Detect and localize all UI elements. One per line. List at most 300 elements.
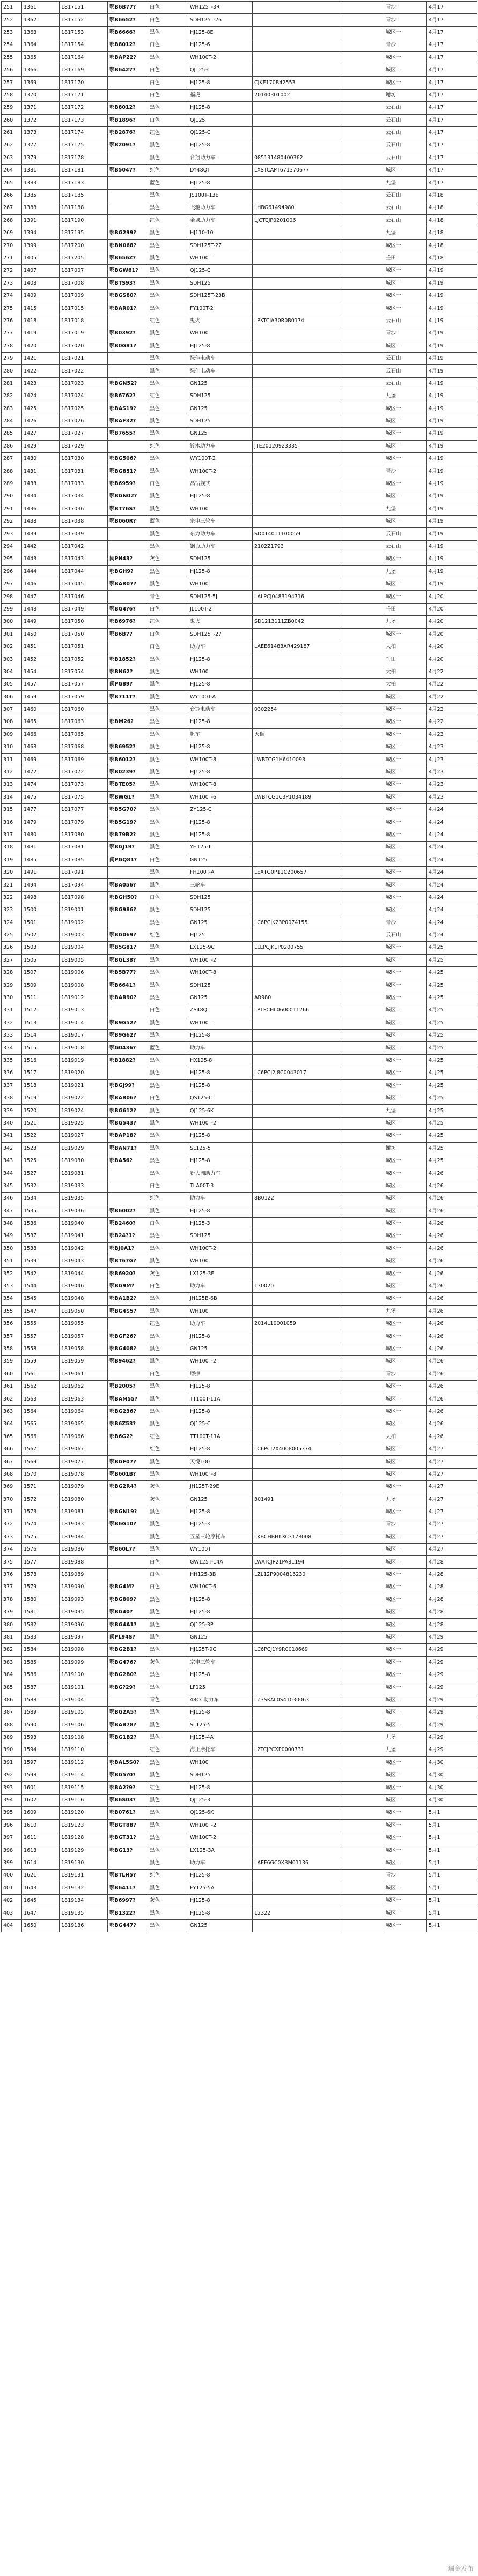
cell-engine-number xyxy=(341,891,384,904)
cell-model: LF125 xyxy=(188,1681,253,1694)
cell-plate-number: 鄂BGF26? xyxy=(108,1330,148,1343)
cell-record-number: 1819099 xyxy=(60,1656,108,1669)
cell-engine-number xyxy=(341,1694,384,1706)
table-row xyxy=(2,340,477,352)
table-row xyxy=(2,1117,477,1129)
cell-engine-number xyxy=(341,1481,384,1493)
cell-plate-number: 鄂BG4M? xyxy=(108,1581,148,1594)
cell-engine-number xyxy=(341,1769,384,1782)
cell-record-number: 1817081 xyxy=(60,842,108,854)
cell-case-number: 1576 xyxy=(22,1544,60,1556)
cell-row-index: 368 xyxy=(2,1468,22,1480)
cell-case-number: 1539 xyxy=(22,1255,60,1268)
cell-model: 东力助力车 xyxy=(188,528,253,540)
cell-frame-number: LXSTCAPT671370677 xyxy=(253,165,341,177)
cell-record-number: 1817173 xyxy=(60,114,108,126)
cell-model: GN125 xyxy=(188,917,253,929)
cell-case-number: 1452 xyxy=(22,653,60,666)
cell-row-index: 302 xyxy=(2,641,22,653)
cell-engine-number xyxy=(341,1719,384,1731)
cell-row-index: 257 xyxy=(2,77,22,89)
cell-plate-number: 鄂B9G62? xyxy=(108,1030,148,1042)
cell-record-number: 1819134 xyxy=(60,1894,108,1907)
cell-record-number: 1817068 xyxy=(60,741,108,754)
cell-case-number: 1364 xyxy=(22,39,60,51)
cell-plate-number: 鄂B1852? xyxy=(108,653,148,666)
cell-row-index: 283 xyxy=(2,403,22,415)
cell-model: 助力车 xyxy=(188,641,253,653)
cell-area: 城区一 xyxy=(384,553,427,565)
table-row xyxy=(2,1518,477,1531)
cell-row-index: 353 xyxy=(2,1280,22,1292)
cell-date: 4月18 xyxy=(427,214,477,227)
cell-model: FY100T-2 xyxy=(188,302,253,315)
cell-area: 青沙 xyxy=(384,2,427,14)
cell-record-number: 1819066 xyxy=(60,1431,108,1443)
cell-color: 黑色 xyxy=(148,1619,188,1631)
cell-engine-number xyxy=(341,1832,384,1844)
cell-frame-number: 0302254 xyxy=(253,703,341,716)
table-row xyxy=(2,428,477,440)
cell-plate-number: 鄂B0392? xyxy=(108,327,148,340)
cell-area: 城区一 xyxy=(384,403,427,415)
cell-case-number: 1512 xyxy=(22,1004,60,1017)
cell-plate-number: 鄂B656Z? xyxy=(108,252,148,264)
cell-plate-number: 鄂BAP18? xyxy=(108,1130,148,1142)
cell-plate-number: 鄂BG236? xyxy=(108,1405,148,1418)
cell-record-number: 1819063 xyxy=(60,1393,108,1405)
cell-case-number: 1559 xyxy=(22,1356,60,1368)
cell-plate-number: 鄂BTS93? xyxy=(108,277,148,289)
cell-record-number: 1819021 xyxy=(60,1079,108,1092)
cell-plate-number xyxy=(108,591,148,603)
cell-frame-number xyxy=(253,1807,341,1819)
cell-record-number: 1819132 xyxy=(60,1882,108,1894)
cell-color: 白色 xyxy=(148,478,188,490)
cell-record-number: 1819027 xyxy=(60,1130,108,1142)
cell-color: 黑色 xyxy=(148,1067,188,1079)
cell-model: LX125-3A xyxy=(188,1844,253,1857)
cell-case-number: 1586 xyxy=(22,1669,60,1681)
cell-row-index: 398 xyxy=(2,1844,22,1857)
cell-record-number: 1819081 xyxy=(60,1506,108,1518)
table-row xyxy=(2,1581,477,1594)
table-row xyxy=(2,967,477,979)
cell-frame-number xyxy=(253,1356,341,1368)
cell-case-number: 1520 xyxy=(22,1105,60,1117)
cell-area: 城区一 xyxy=(384,64,427,76)
cell-row-index: 280 xyxy=(2,365,22,377)
cell-engine-number xyxy=(341,1343,384,1355)
cell-engine-number xyxy=(341,1217,384,1230)
cell-row-index: 293 xyxy=(2,528,22,540)
cell-row-index: 377 xyxy=(2,1581,22,1594)
cell-area: 城区一 xyxy=(384,628,427,641)
cell-row-index: 384 xyxy=(2,1669,22,1681)
cell-color: 白色 xyxy=(148,114,188,126)
cell-row-index: 304 xyxy=(2,666,22,678)
cell-plate-number: 闽PG89? xyxy=(108,679,148,691)
cell-area: 青沙 xyxy=(384,1368,427,1380)
cell-record-number: 1817052 xyxy=(60,653,108,666)
cell-color: 黑色 xyxy=(148,1405,188,1418)
cell-row-index: 253 xyxy=(2,26,22,39)
cell-frame-number xyxy=(253,628,341,641)
cell-model: HJ125-8 xyxy=(188,1506,253,1518)
cell-record-number: 1819129 xyxy=(60,1844,108,1857)
cell-plate-number: 鄂BG?29? xyxy=(108,1681,148,1694)
table-row xyxy=(2,302,477,315)
cell-model: QJ125-C xyxy=(188,64,253,76)
cell-date: 4月28 xyxy=(427,1594,477,1606)
cell-date: 4月26 xyxy=(427,1293,477,1305)
cell-model: HJ125-8 xyxy=(188,1907,253,1919)
cell-color: 白色 xyxy=(148,1368,188,1380)
cell-row-index: 303 xyxy=(2,653,22,666)
cell-frame-number xyxy=(253,1017,341,1029)
cell-plate-number xyxy=(108,1318,148,1330)
cell-date: 4月17 xyxy=(427,51,477,64)
cell-case-number: 1370 xyxy=(22,89,60,101)
cell-record-number: 1819006 xyxy=(60,967,108,979)
cell-frame-number xyxy=(253,1794,341,1806)
cell-date: 4月17 xyxy=(427,64,477,76)
cell-area: 城区一 xyxy=(384,904,427,917)
cell-area: 城区一 xyxy=(384,1180,427,1192)
cell-area: 城区一 xyxy=(384,490,427,503)
cell-case-number: 1557 xyxy=(22,1330,60,1343)
cell-frame-number xyxy=(253,1656,341,1669)
cell-row-index: 254 xyxy=(2,39,22,51)
cell-color: 红色 xyxy=(148,165,188,177)
cell-case-number: 1507 xyxy=(22,967,60,979)
cell-date: 4月26 xyxy=(427,1380,477,1393)
cell-date: 4月17 xyxy=(427,177,477,189)
table-row xyxy=(2,1506,477,1518)
cell-case-number: 1477 xyxy=(22,804,60,816)
cell-date: 4月24 xyxy=(427,829,477,841)
cell-area: 城区一 xyxy=(384,1330,427,1343)
cell-color: 白色 xyxy=(148,14,188,26)
cell-color: 黑色 xyxy=(148,1468,188,1480)
cell-date: 5月1 xyxy=(427,1919,477,1932)
cell-color: 红色 xyxy=(148,1443,188,1455)
cell-plate-number: 鄂BGS80? xyxy=(108,289,148,302)
table-row xyxy=(2,1167,477,1180)
cell-case-number: 1485 xyxy=(22,854,60,866)
cell-case-number: 1362 xyxy=(22,14,60,26)
cell-frame-number: L2TCJPCXP0000731 xyxy=(253,1744,341,1756)
cell-plate-number: 鄂BG851? xyxy=(108,465,148,478)
cell-plate-number xyxy=(108,365,148,377)
cell-area: 云石山 xyxy=(384,929,427,941)
cell-model: WH100T xyxy=(188,252,253,264)
cell-row-index: 375 xyxy=(2,1556,22,1568)
vehicle-register-body xyxy=(2,2,477,1932)
cell-case-number: 1532 xyxy=(22,1180,60,1192)
cell-case-number: 1589 xyxy=(22,1707,60,1719)
cell-record-number: 1819114 xyxy=(60,1769,108,1782)
cell-date: 4月17 xyxy=(427,26,477,39)
cell-color: 黑色 xyxy=(148,1017,188,1029)
cell-record-number: 1819017 xyxy=(60,1030,108,1042)
cell-row-index: 336 xyxy=(2,1067,22,1079)
cell-area: 城区一 xyxy=(384,428,427,440)
cell-record-number: 1819036 xyxy=(60,1205,108,1217)
cell-record-number: 1819084 xyxy=(60,1531,108,1543)
cell-frame-number xyxy=(253,1242,341,1255)
cell-model: 五星三轮摩托车 xyxy=(188,1531,253,1543)
cell-record-number: 1817183 xyxy=(60,177,108,189)
cell-engine-number xyxy=(341,1318,384,1330)
cell-model: HJ125-8 xyxy=(188,653,253,666)
cell-model: WY100T-2 xyxy=(188,453,253,465)
cell-area: 城区一 xyxy=(384,1531,427,1543)
cell-frame-number: CJKE170B42553 xyxy=(253,77,341,89)
cell-date: 4月19 xyxy=(427,415,477,427)
cell-color: 白色 xyxy=(148,641,188,653)
cell-date: 4月19 xyxy=(427,289,477,302)
cell-date: 4月26 xyxy=(427,1405,477,1418)
table-row xyxy=(2,14,477,26)
table-row xyxy=(2,1556,477,1568)
cell-engine-number xyxy=(341,1180,384,1192)
cell-area: 城区一 xyxy=(384,992,427,1004)
cell-area: 城区一 xyxy=(384,1919,427,1932)
cell-color: 黑色 xyxy=(148,829,188,841)
cell-model: HJ125-8 xyxy=(188,1067,253,1079)
cell-case-number: 1578 xyxy=(22,1568,60,1581)
cell-row-index: 317 xyxy=(2,829,22,841)
cell-plate-number: 鄂BT76S? xyxy=(108,503,148,515)
table-row xyxy=(2,1305,477,1317)
cell-record-number: 1817181 xyxy=(60,165,108,177)
cell-date: 4月26 xyxy=(427,1418,477,1431)
cell-color: 红色 xyxy=(148,1870,188,1882)
cell-color: 黑色 xyxy=(148,1343,188,1355)
cell-row-index: 326 xyxy=(2,942,22,954)
cell-frame-number xyxy=(253,377,341,390)
cell-color: 蓝色 xyxy=(148,1042,188,1054)
cell-model: TLA00T-3 xyxy=(188,1180,253,1192)
cell-date: 4月26 xyxy=(427,1167,477,1180)
cell-model: GN125 xyxy=(188,1631,253,1643)
table-row xyxy=(2,516,477,528)
cell-area: 大柏 xyxy=(384,1431,427,1443)
cell-row-index: 360 xyxy=(2,1368,22,1380)
cell-frame-number xyxy=(253,1756,341,1769)
cell-color: 黑色 xyxy=(148,816,188,829)
cell-frame-number xyxy=(253,741,341,754)
table-row xyxy=(2,1443,477,1455)
cell-row-index: 318 xyxy=(2,842,22,854)
cell-engine-number xyxy=(341,1568,384,1581)
cell-model: FY125-5A xyxy=(188,1882,253,1894)
cell-row-index: 297 xyxy=(2,578,22,590)
table-row xyxy=(2,866,477,878)
cell-color: 白色 xyxy=(148,603,188,615)
cell-row-index: 339 xyxy=(2,1105,22,1117)
cell-row-index: 397 xyxy=(2,1832,22,1844)
cell-date: 4月26 xyxy=(427,1280,477,1292)
table-row xyxy=(2,1456,477,1468)
cell-plate-number: 鄂B79B2? xyxy=(108,829,148,841)
cell-engine-number xyxy=(341,540,384,553)
cell-case-number: 1569 xyxy=(22,1456,60,1468)
cell-model: SDH125T-26 xyxy=(188,14,253,26)
cell-color: 黑色 xyxy=(148,1844,188,1857)
table-row xyxy=(2,992,477,1004)
cell-area: 城区一 xyxy=(384,1882,427,1894)
cell-record-number: 1819029 xyxy=(60,1142,108,1155)
cell-plate-number xyxy=(108,917,148,929)
cell-row-index: 306 xyxy=(2,691,22,703)
table-row xyxy=(2,1631,477,1643)
cell-engine-number xyxy=(341,102,384,114)
cell-row-index: 292 xyxy=(2,516,22,528)
cell-date: 4月26 xyxy=(427,1193,477,1205)
cell-color: 白色 xyxy=(148,39,188,51)
cell-case-number: 1650 xyxy=(22,1919,60,1932)
cell-date: 4月20 xyxy=(427,641,477,653)
cell-model: 绿佳电动车 xyxy=(188,352,253,364)
cell-color: 灰色 xyxy=(148,553,188,565)
cell-record-number: 1817034 xyxy=(60,490,108,503)
cell-area: 城区一 xyxy=(384,1242,427,1255)
table-row xyxy=(2,1656,477,1669)
cell-date: 4月26 xyxy=(427,1393,477,1405)
cell-case-number: 1479 xyxy=(22,816,60,829)
cell-frame-number xyxy=(253,139,341,152)
cell-row-index: 351 xyxy=(2,1255,22,1268)
cell-date: 4月25 xyxy=(427,1004,477,1017)
cell-area: 城区一 xyxy=(384,1619,427,1631)
cell-plate-number: 鄂B9G52? xyxy=(108,1017,148,1029)
cell-area: 城区一 xyxy=(384,1405,427,1418)
cell-row-index: 389 xyxy=(2,1731,22,1744)
cell-plate-number: 鄂BAF32? xyxy=(108,415,148,427)
cell-frame-number: LEXTG0P11C200657 xyxy=(253,866,341,878)
cell-model: GN125 xyxy=(188,428,253,440)
cell-frame-number xyxy=(253,465,341,478)
cell-model: HJ125-8 xyxy=(188,102,253,114)
cell-case-number: 1580 xyxy=(22,1594,60,1606)
cell-date: 4月19 xyxy=(427,390,477,403)
cell-date: 4月18 xyxy=(427,240,477,252)
cell-row-index: 331 xyxy=(2,1004,22,1017)
cell-area: 云石山 xyxy=(384,365,427,377)
cell-plate-number: 鄂BAM55? xyxy=(108,1393,148,1405)
cell-date: 4月19 xyxy=(427,503,477,515)
cell-date: 4月27 xyxy=(427,1456,477,1468)
cell-plate-number: 鄂B5G70? xyxy=(108,804,148,816)
cell-date: 4月19 xyxy=(427,403,477,415)
cell-area: 城区一 xyxy=(384,842,427,854)
cell-area: 九堡 xyxy=(384,503,427,515)
table-row xyxy=(2,1707,477,1719)
cell-plate-number: 鄂BG4?6? xyxy=(108,603,148,615)
cell-plate-number: 鄂BTE05? xyxy=(108,779,148,791)
cell-record-number: 1817024 xyxy=(60,390,108,403)
cell-frame-number: LC6PCJ2J8C0043017 xyxy=(253,1067,341,1079)
cell-record-number: 1819112 xyxy=(60,1756,108,1769)
cell-engine-number xyxy=(341,1468,384,1480)
cell-case-number: 1575 xyxy=(22,1531,60,1543)
cell-date: 4月26 xyxy=(427,1205,477,1217)
cell-case-number: 1447 xyxy=(22,591,60,603)
cell-color: 黑色 xyxy=(148,1356,188,1368)
cell-record-number: 1817025 xyxy=(60,403,108,415)
cell-record-number: 1817050 xyxy=(60,628,108,641)
cell-color: 黑色 xyxy=(148,465,188,478)
cell-case-number: 1594 xyxy=(22,1744,60,1756)
cell-area: 壬田 xyxy=(384,653,427,666)
table-row xyxy=(2,1255,477,1268)
cell-plate-number: 鄂B6S03? xyxy=(108,1794,148,1806)
cell-area: 城区一 xyxy=(384,1581,427,1594)
cell-record-number: 1817079 xyxy=(60,816,108,829)
cell-area: 城区一 xyxy=(384,1205,427,1217)
cell-engine-number xyxy=(341,791,384,803)
cell-plate-number: 鄂BG2R4? xyxy=(108,1481,148,1493)
cell-engine-number xyxy=(341,64,384,76)
cell-model: 助力车 xyxy=(188,1318,253,1330)
cell-row-index: 404 xyxy=(2,1919,22,1932)
cell-color: 白色 xyxy=(148,628,188,641)
cell-case-number: 1394 xyxy=(22,227,60,240)
cell-engine-number xyxy=(341,1142,384,1155)
cell-record-number: 1817205 xyxy=(60,252,108,264)
table-row xyxy=(2,1681,477,1694)
cell-area: 城区一 xyxy=(384,1280,427,1292)
cell-case-number: 1503 xyxy=(22,942,60,954)
cell-frame-number xyxy=(253,1819,341,1832)
cell-color: 黑色 xyxy=(148,252,188,264)
cell-plate-number: 鄂B6Z53? xyxy=(108,1418,148,1431)
cell-area: 云石山 xyxy=(384,102,427,114)
cell-date: 4月23 xyxy=(427,728,477,741)
cell-color: 黑色 xyxy=(148,741,188,754)
cell-date: 5月1 xyxy=(427,1894,477,1907)
cell-record-number: 1817200 xyxy=(60,240,108,252)
cell-plate-number: 鄂B1896? xyxy=(108,114,148,126)
cell-color: 黑色 xyxy=(148,1030,188,1042)
cell-date: 4月25 xyxy=(427,1142,477,1155)
cell-area: 城区一 xyxy=(384,289,427,302)
cell-model: QJ125-C xyxy=(188,1418,253,1431)
cell-date: 4月19 xyxy=(427,478,477,490)
cell-plate-number: 鄂B6666? xyxy=(108,26,148,39)
cell-color: 白色 xyxy=(148,1568,188,1581)
cell-row-index: 296 xyxy=(2,565,22,578)
cell-record-number: 1819078 xyxy=(60,1468,108,1480)
cell-case-number: 1361 xyxy=(22,2,60,14)
cell-case-number: 1564 xyxy=(22,1405,60,1418)
cell-plate-number: 鄂BT67G? xyxy=(108,1255,148,1268)
cell-model: HJ125-3 xyxy=(188,1518,253,1531)
cell-engine-number xyxy=(341,1644,384,1656)
cell-row-index: 265 xyxy=(2,177,22,189)
cell-date: 4月25 xyxy=(427,1054,477,1067)
cell-frame-number xyxy=(253,26,341,39)
table-row xyxy=(2,1242,477,1255)
cell-date: 4月19 xyxy=(427,327,477,340)
cell-row-index: 370 xyxy=(2,1493,22,1506)
cell-model: HJ125-8 xyxy=(188,1669,253,1681)
cell-engine-number xyxy=(341,327,384,340)
cell-model: WH100T-2 xyxy=(188,1356,253,1368)
cell-color: 黑色 xyxy=(148,565,188,578)
